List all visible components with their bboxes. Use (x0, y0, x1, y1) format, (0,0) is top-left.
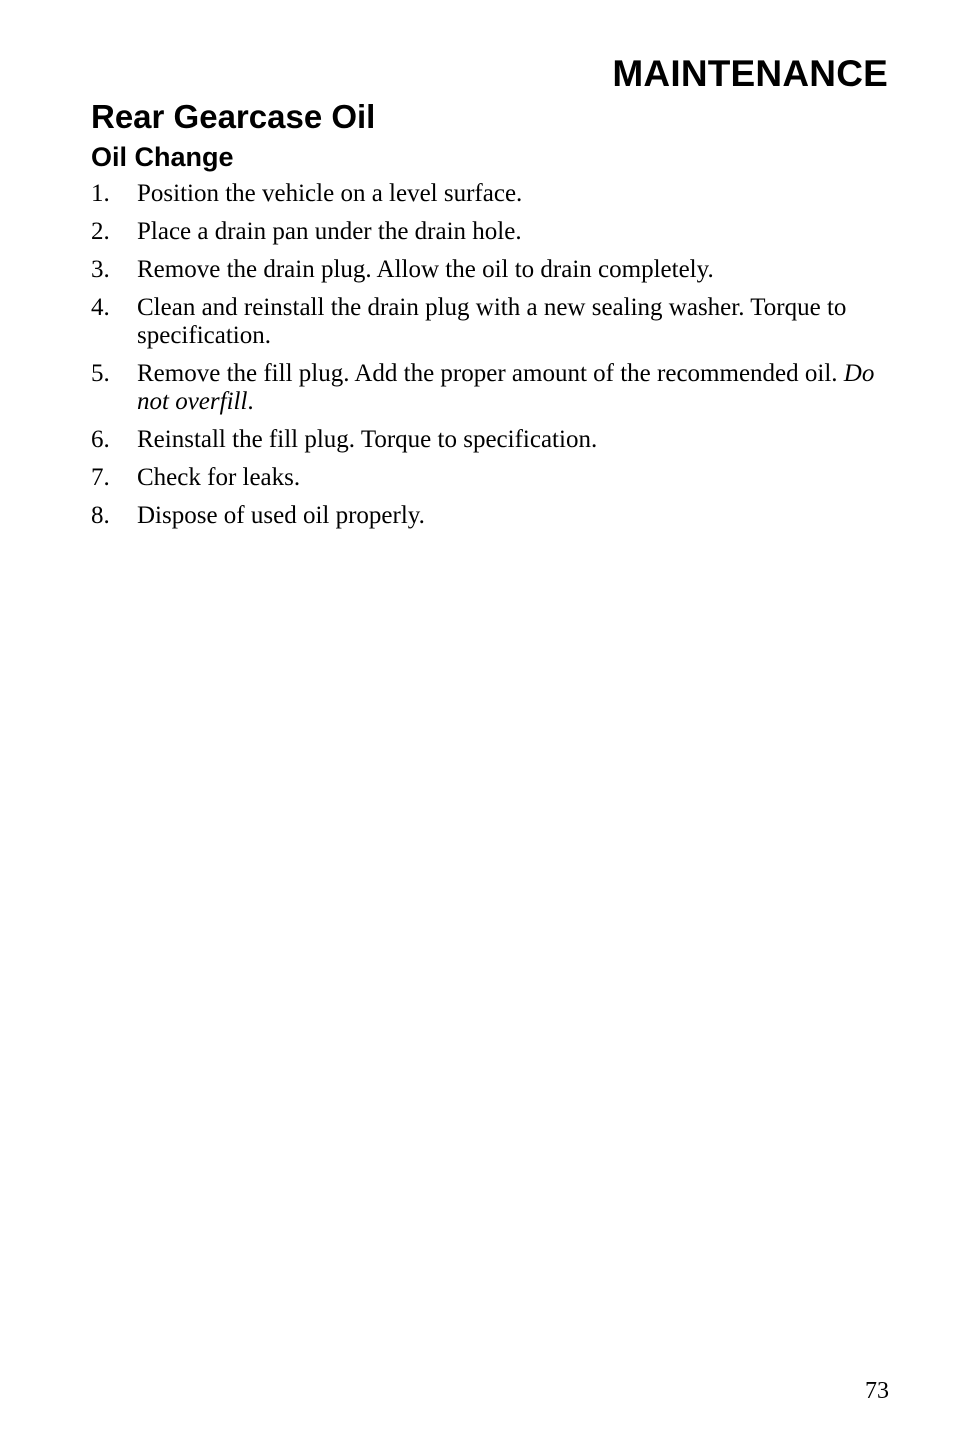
step-text: Position the vehicle on a level surface. (137, 180, 523, 207)
section-header: MAINTENANCE (612, 53, 888, 94)
step-number: 8. (91, 502, 110, 529)
list-item (91, 464, 891, 492)
step-text (137, 360, 874, 415)
list-item (91, 360, 891, 416)
list-item (91, 426, 891, 454)
step-number: 3. (91, 256, 110, 283)
list-item (91, 502, 891, 530)
step-number: 1. (91, 180, 110, 207)
list-item (91, 256, 891, 284)
page-number: 73 (865, 1378, 889, 1404)
step-text: Place a drain pan under the drain hole. (137, 218, 522, 245)
step-text: Reinstall the fill plug. Torque to specification. (137, 426, 598, 453)
list-item (91, 218, 891, 246)
step-text: Remove the drain plug. Allow the oil to drain completely. (137, 256, 714, 283)
step-number: 7. (91, 464, 110, 491)
steps-list (91, 180, 891, 540)
step-text: Check for leaks. (137, 464, 301, 491)
step-trailing: . (247, 388, 254, 415)
subsection-title: Oil Change (91, 142, 234, 172)
list-item (91, 180, 891, 208)
step-number: 6. (91, 426, 110, 453)
step-number: 2. (91, 218, 110, 245)
list-item (91, 294, 891, 350)
step-text-main: Remove the fill plug. Add the proper amount of the recommended oil. (137, 360, 838, 387)
step-number: 5. (91, 360, 110, 387)
step-number: 4. (91, 294, 110, 321)
step-text: Clean and reinstall the drain plug with a new sealing washer. Torque to specification. (137, 294, 847, 349)
step-emphasis: Do not overfill (137, 360, 875, 415)
page-title: Rear Gearcase Oil (91, 98, 376, 135)
step-text: Dispose of used oil properly. (137, 502, 425, 529)
